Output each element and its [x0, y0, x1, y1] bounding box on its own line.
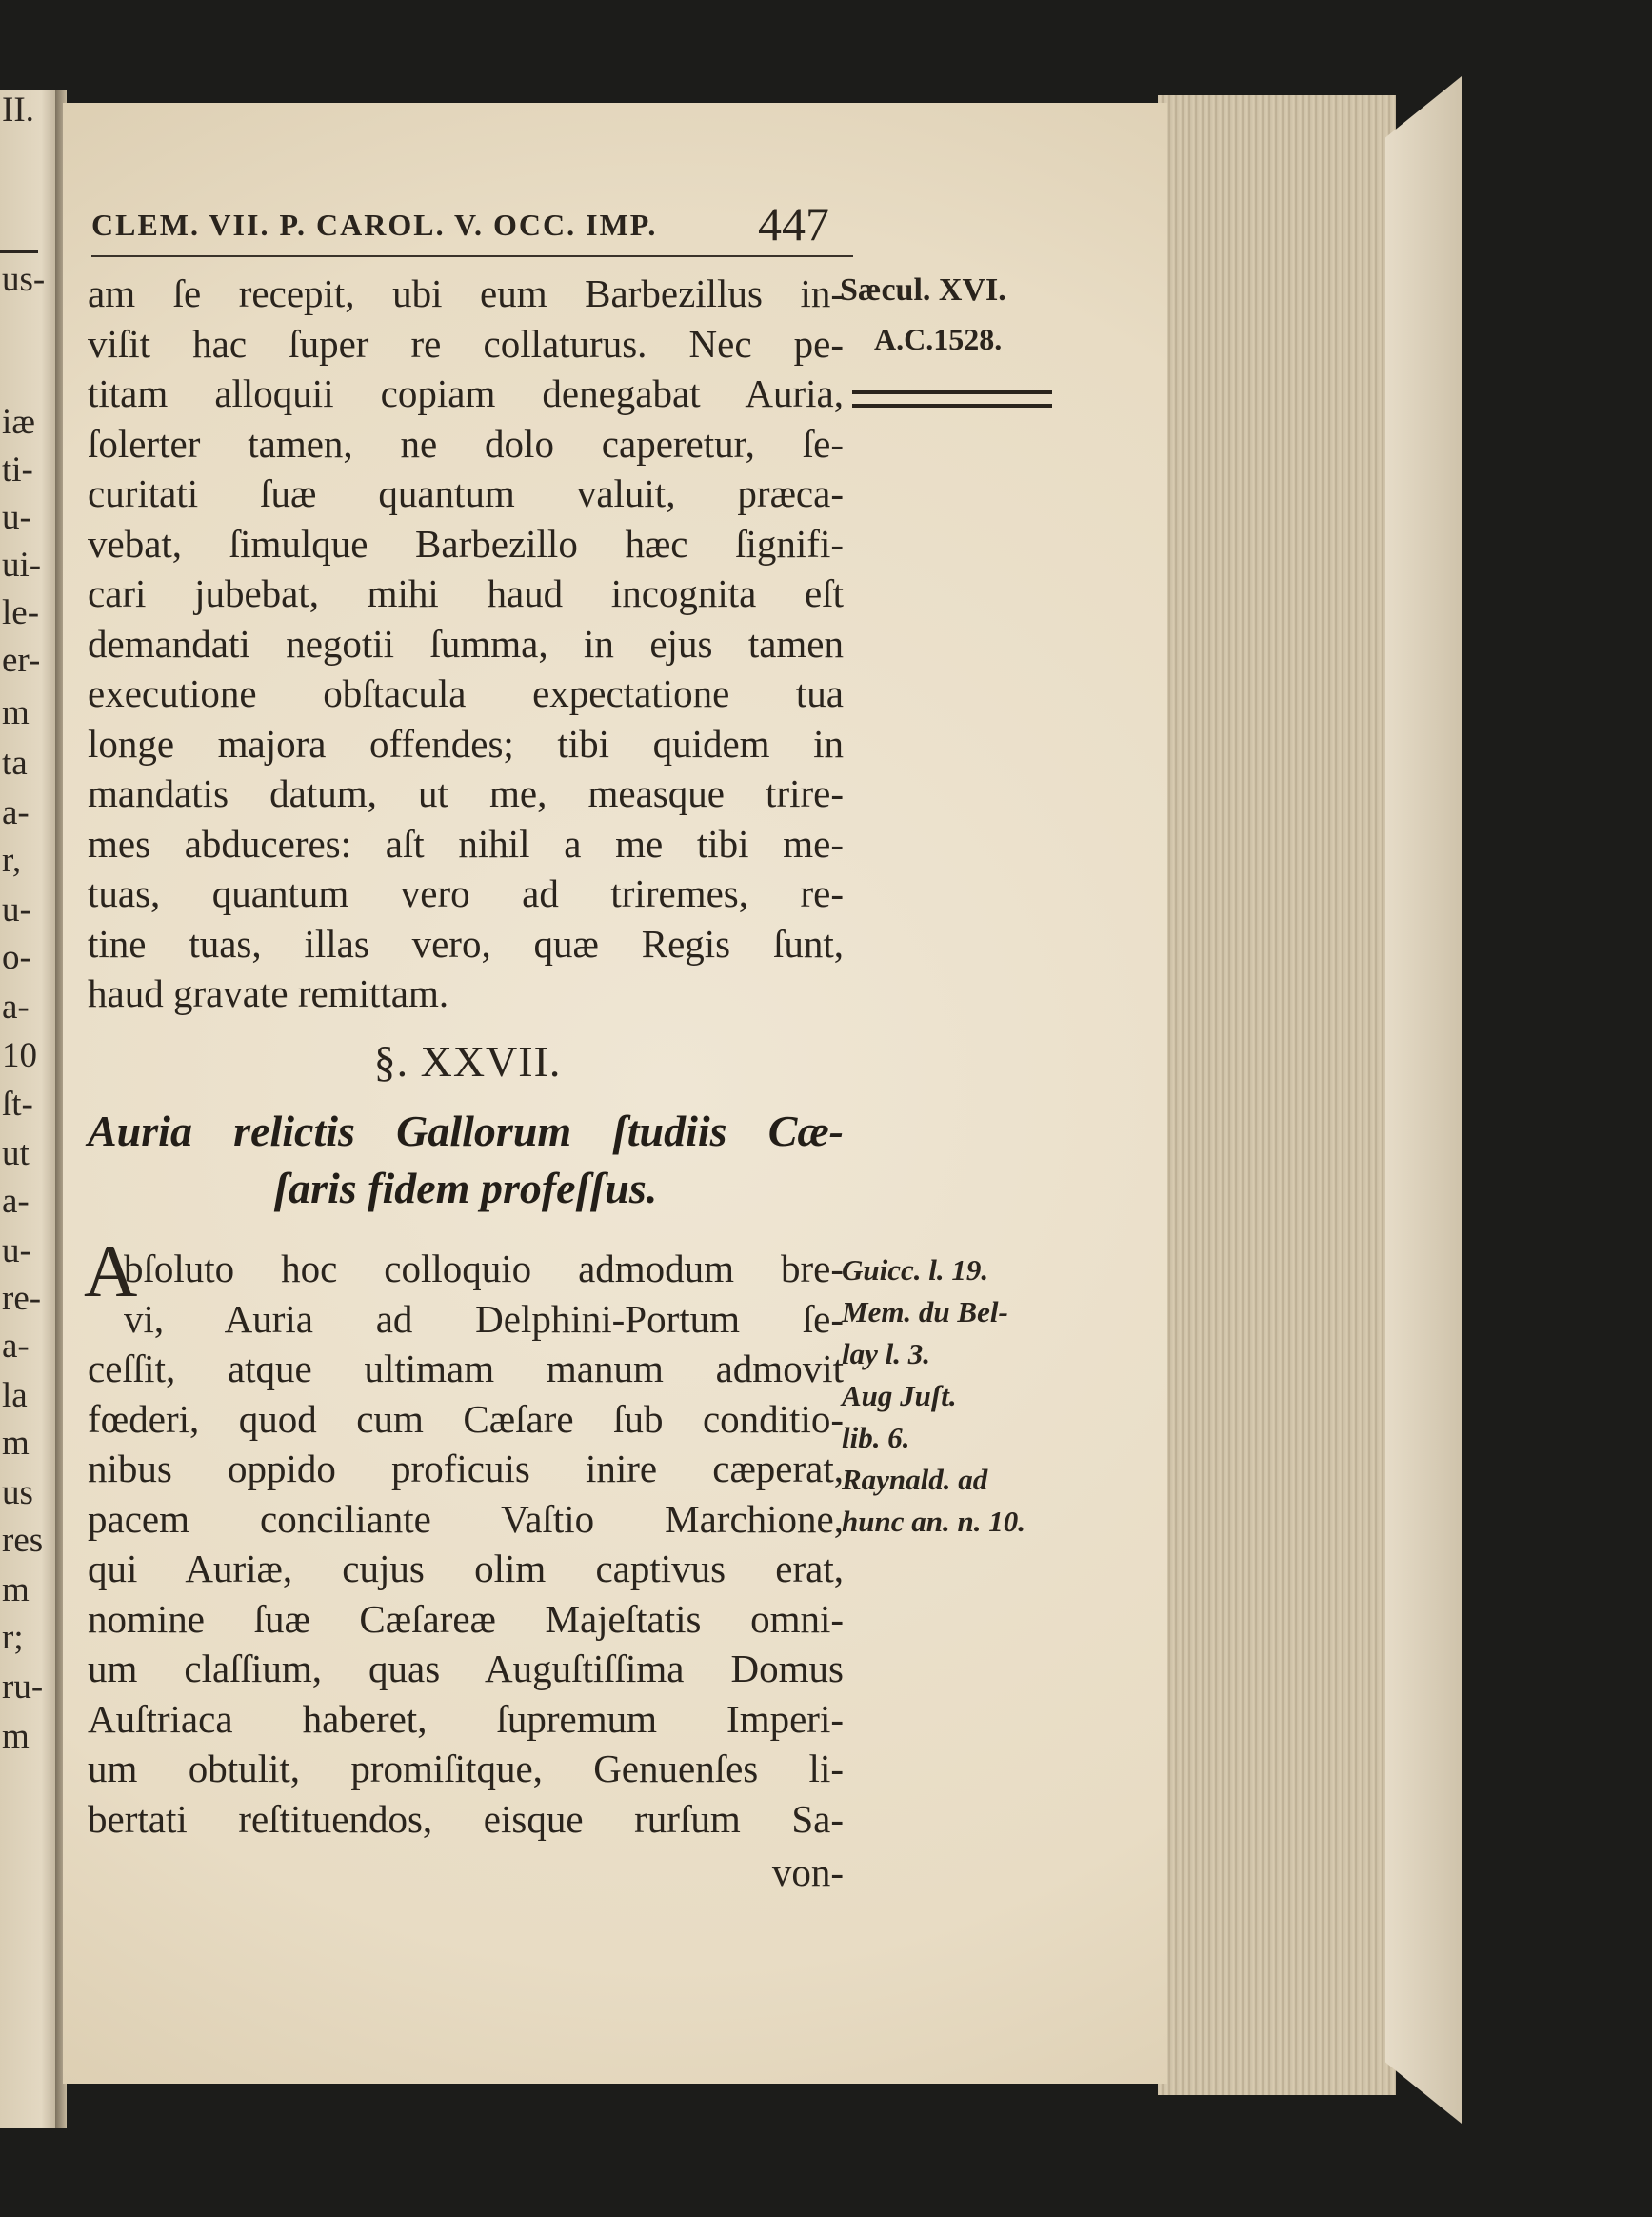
- section-number: §. XXVII.: [373, 1037, 562, 1086]
- running-title: CLEM. VII. P. CAROL. V. OCC. IMP.: [91, 208, 658, 242]
- catchword: von-: [771, 1850, 844, 1894]
- left-margin-fragment: m: [2, 1570, 30, 1609]
- left-margin-fragment: iæ: [2, 403, 35, 442]
- text-line: nibus oppido proficuis inire cæperat,: [88, 1447, 844, 1490]
- left-margin-fragment: a-: [2, 1182, 30, 1221]
- text-line: ſolerter tamen, ne dolo caperetur, ſe-: [88, 421, 844, 466]
- text-line: mandatis datum, ut me, measque trire-: [88, 771, 844, 815]
- text-line: cari jubebat, mihi haud incognita eſt: [88, 571, 844, 615]
- section-title: [88, 1103, 844, 1217]
- page-block-fore-edge: [1158, 95, 1396, 2095]
- margin-reference: Aug Juſt.: [842, 1379, 957, 1412]
- section-title-line-1: Auria relictis Gallorum ſtudiis Cæ-: [88, 1107, 844, 1155]
- text-line: executione obſtacula expectatione tua: [88, 671, 844, 715]
- left-margin-fragment: ui-: [2, 546, 42, 585]
- left-margin-fragment: u-: [2, 890, 31, 929]
- text-line: am ſe recepit, ubi eum Barbezillus in-: [88, 271, 844, 315]
- margin-reference: lay l. 3.: [842, 1337, 930, 1370]
- text-line: haud gravate remittam.: [88, 971, 449, 1015]
- left-margin-fragment: ta: [2, 744, 28, 783]
- book-cover-edge: [1385, 76, 1462, 2124]
- left-page-header-rule: [0, 250, 38, 253]
- margin-double-rule: [852, 390, 1052, 408]
- text-line: viſit hac ſuper re collaturus. Nec pe-: [88, 321, 844, 366]
- margin-references: [842, 1249, 1025, 1543]
- text-line: demandati negotii ſumma, in ejus tamen: [88, 621, 844, 666]
- left-margin-fragment: a-: [2, 988, 30, 1027]
- paragraph-2: [88, 1244, 844, 1844]
- drop-cap: A: [84, 1229, 138, 1312]
- header-rule: [91, 255, 853, 257]
- text-line: vi, Auria ad Delphini-Portum ſe-: [124, 1296, 844, 1341]
- text-line: pacem conciliante Vaſtio Marchione,: [88, 1496, 844, 1541]
- margin-saeculum: Sæcul. XVI.: [840, 272, 1006, 308]
- text-line: mes abduceres: aſt nihil a me tibi me-: [88, 821, 844, 866]
- margin-reference: hunc an. n. 10.: [842, 1505, 1025, 1538]
- text-line: qui Auriæ, cujus olim captivus erat,: [88, 1547, 844, 1590]
- left-margin-fragment: m: [2, 1424, 30, 1463]
- left-margin-fragment: ut: [2, 1134, 30, 1173]
- left-margin-fragment: la: [2, 1376, 28, 1415]
- left-margin-fragment: ru-: [2, 1668, 44, 1707]
- page-number: 447: [758, 197, 829, 250]
- text-line: nomine ſuæ Cæſareæ Majeſtatis omni-: [88, 1596, 844, 1641]
- text-line: bſoluto hoc colloquio admodum bre-: [124, 1247, 844, 1290]
- left-margin-fragment: u-: [2, 498, 31, 537]
- left-margin-fragment: r;: [2, 1618, 24, 1657]
- text-line: titam alloquii copiam denegabat Auria,: [88, 371, 844, 415]
- margin-reference: lib. 6.: [842, 1421, 910, 1454]
- left-margin-fragment: m: [2, 693, 30, 732]
- text-line: vebat, ſimulque Barbezillo hæc ſignifi-: [88, 521, 844, 566]
- left-margin-fragment: er-: [2, 641, 41, 680]
- margin-reference: Raynald. ad: [842, 1463, 988, 1496]
- left-margin-fragment: o-: [2, 938, 31, 977]
- left-margin-fragment: a-: [2, 1327, 30, 1366]
- paragraph-1: [88, 269, 844, 1019]
- left-margin-fragment: m: [2, 1717, 30, 1756]
- left-margin-fragment: ſt-: [2, 1085, 33, 1124]
- left-margin-fragment: re-: [2, 1279, 42, 1318]
- left-margin-fragment: le-: [2, 593, 40, 632]
- catchword-row: [88, 1848, 844, 1898]
- left-margin-fragment: 10: [2, 1036, 37, 1075]
- left-margin-fragment: r,: [2, 841, 22, 880]
- left-margin-fragment: us-: [2, 260, 46, 299]
- left-margin-fragment: ti-: [2, 450, 33, 489]
- text-line: Auſtriaca haberet, ſupremum Imperi-: [88, 1696, 844, 1741]
- left-margin-fragment: a-: [2, 793, 30, 832]
- left-page-margin-text: [0, 90, 57, 2128]
- text-line: curitati ſuæ quantum valuit, præca-: [88, 471, 844, 515]
- margin-anno-christi: A.C.1528.: [874, 322, 1003, 356]
- left-margin-fragment: II.: [2, 90, 34, 130]
- text-line: tine tuas, illas vero, quæ Regis ſunt,: [88, 921, 844, 966]
- text-line: tuas, quantum vero ad triremes, re-: [88, 871, 844, 915]
- left-margin-fragment: res: [2, 1521, 44, 1560]
- text-line: um claſſium, quas Auguſtiſſima Domus: [88, 1647, 844, 1690]
- text-line: longe majora offendes; tibi quidem in: [88, 721, 844, 766]
- margin-reference: Guicc. l. 19.: [842, 1253, 989, 1287]
- section-title-line-2: ſaris fidem profeſſus.: [273, 1164, 658, 1212]
- text-line: fœderi, quod cum Cæſare ſub conditio-: [88, 1396, 844, 1441]
- margin-reference: Mem. du Bel-: [842, 1295, 1008, 1328]
- left-margin-fragment: us: [2, 1473, 33, 1512]
- text-line: bertati reſtituendos, eisque rurſum Sa-: [88, 1796, 844, 1841]
- left-margin-fragment: u-: [2, 1231, 31, 1270]
- text-line: ceſſit, atque ultimam manum admovit: [88, 1347, 844, 1390]
- text-line: um obtulit, promiſitque, Genuenſes li-: [88, 1747, 844, 1790]
